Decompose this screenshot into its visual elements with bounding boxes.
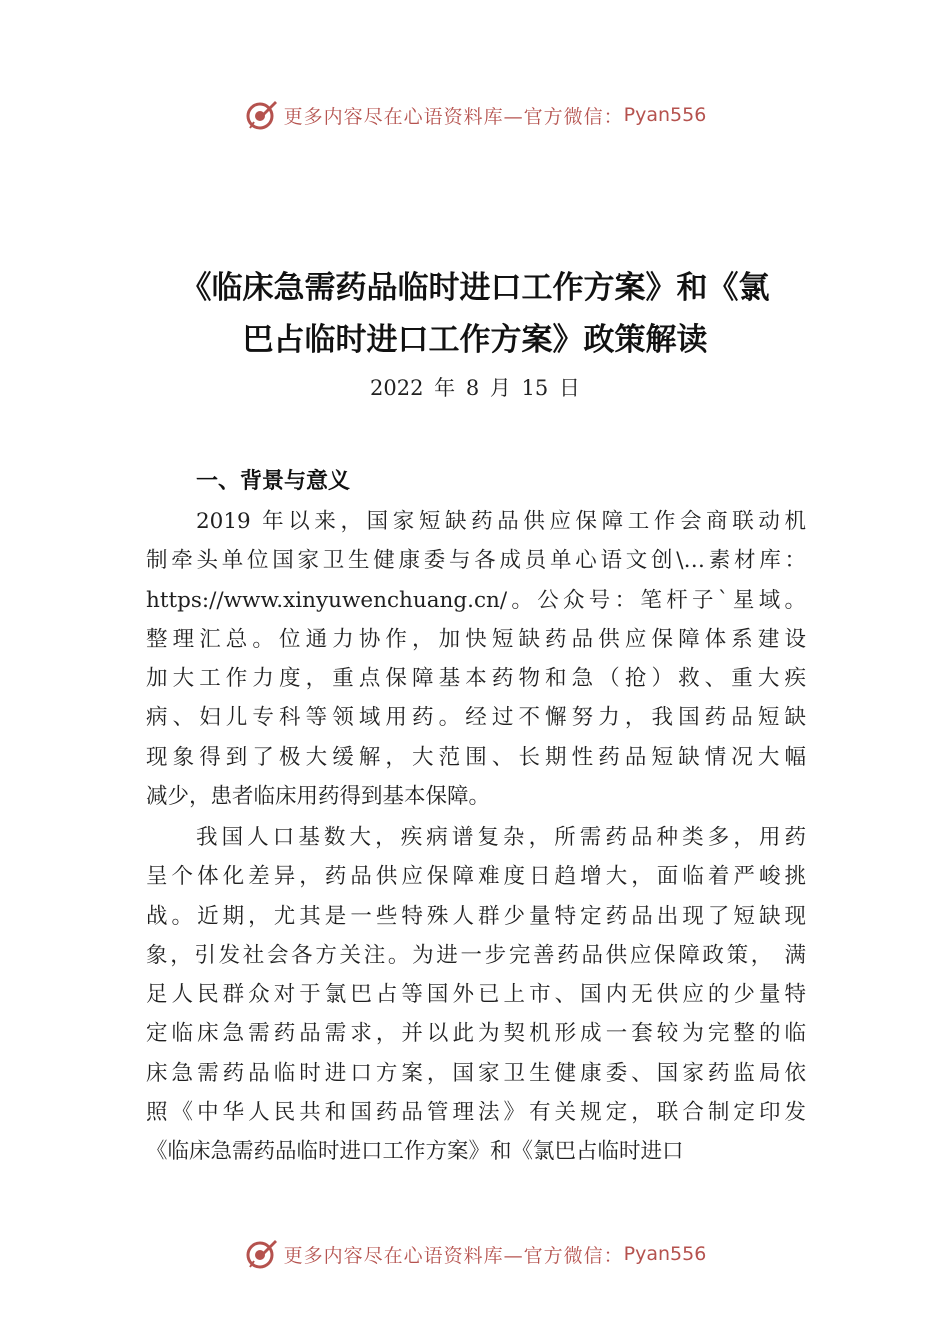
paragraph-line: 定临床急需药品需求，并以此为契机形成一套较为完整的临 <box>146 1021 806 1047</box>
document-date: 2022 年 8 月 15 日 <box>370 376 580 400</box>
paragraph-line: 照《中华人民共和国药品管理法》有关规定，联合制定印发 <box>146 1100 806 1126</box>
paragraph-2 <box>146 818 806 1172</box>
header-watermark <box>0 95 950 135</box>
paragraph-line: 《临床急需药品临时进口工作方案》和《氯巴占临时进口 <box>146 1139 684 1165</box>
paragraph-line: 象，引发社会各方关注。为进一步完善药品供应保障政策， 满 <box>146 942 806 968</box>
paragraph-line: 现象得到了极大缓解，大范围、长期性药品短缺情况大幅 <box>146 744 806 770</box>
watermark-handle: Pyan556 <box>623 104 707 126</box>
paragraph-line: 整理汇总。位通力协作，加快短缺药品供应保障体系建设 <box>146 626 806 652</box>
paragraph-line: 加大工作力度，重点保障基本药物和急（抢）救、重大疾 <box>146 666 806 692</box>
title-line-1: 《临床急需药品临时进口工作方案》和《氯 <box>180 270 770 306</box>
footer-watermark <box>0 1234 950 1274</box>
paragraph-line: https://www.xinyuwenchuang.cn/。公众号：笔杆子`星域。 <box>146 587 806 613</box>
paragraph-line: 减少，患者临床用药得到基本保障。 <box>146 784 491 810</box>
paragraph-line: 床急需药品临时进口方案，国家卫生健康委、国家药监局依 <box>146 1060 806 1086</box>
paragraph-1 <box>146 502 806 816</box>
paragraph-line: 呈个体化差异，药品供应保障难度日趋增大，面临着严峻挑 <box>146 864 806 890</box>
paragraph-line: 足人民群众对于氯巴占等国外已上市、国内无供应的少量特 <box>146 982 806 1008</box>
watermark-handle: Pyan556 <box>623 1243 707 1265</box>
paragraph-line: 2019 年以来，国家短缺药品供应保障工作会商联动机 <box>196 509 806 534</box>
watermark-text: 更多内容尽在心语资料库—官方微信： <box>283 105 624 128</box>
section-heading: 一、背景与意义 <box>196 469 351 494</box>
title-line-2: 巴占临时进口工作方案》政策解读 <box>242 322 708 358</box>
paragraph-line: 病、妇儿专科等领域用药。经过不懈努力，我国药品短缺 <box>146 705 806 731</box>
brush-logo-icon <box>244 1237 278 1271</box>
watermark-text: 更多内容尽在心语资料库—官方微信： <box>283 1244 624 1267</box>
paragraph-line: 制牵头单位国家卫生健康委与各成员单心语文创\…素材库： <box>146 548 806 574</box>
paragraph-line: 我国人口基数大，疾病谱复杂，所需药品种类多，用药 <box>196 825 806 850</box>
brush-logo-icon <box>244 98 278 132</box>
paragraph-line: 战。近期，尤其是一些特殊人群少量特定药品出现了短缺现 <box>146 903 806 929</box>
document-title <box>0 262 950 366</box>
